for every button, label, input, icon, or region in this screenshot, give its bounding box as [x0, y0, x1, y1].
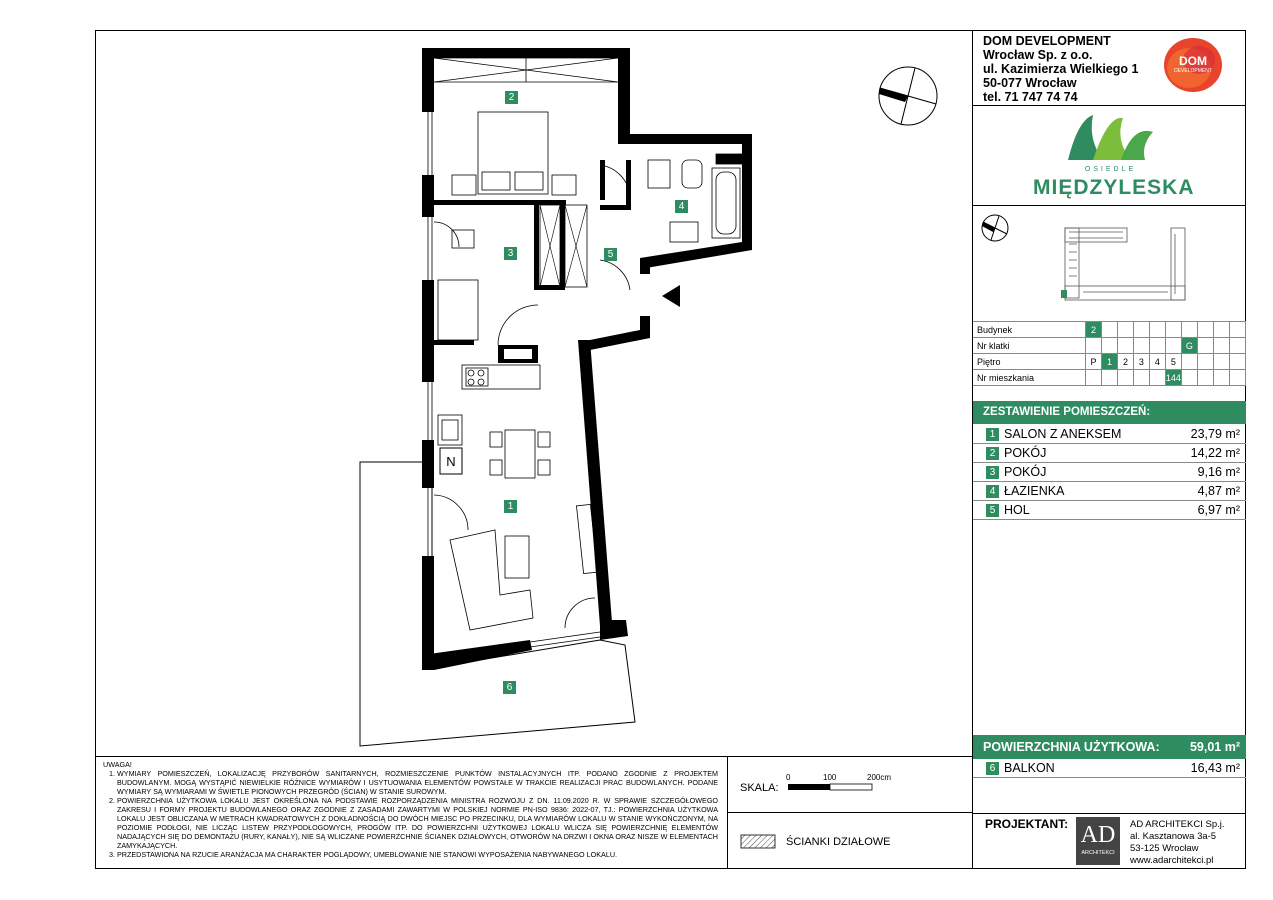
site-plan	[973, 208, 1246, 318]
plan-label-4: 4	[675, 200, 688, 213]
ad-logo: AD ARCHITEKCI	[1076, 817, 1120, 865]
rooms-heading: ZESTAWIENIE POMIESZCZEŃ:	[973, 401, 1246, 424]
notes: UWAGA! 1. WYMIARY POMIESZCZEŃ, LOKALIZACJĘ PRZYBORÓW SANITARNYCH, ROZMIESZCZENIE PUNKTÓW INSTALACYJNYCH ITP. PODANO ZGODNIE Z PROJEKTEM BUDOWLANYM. MOGĄ WYSTĄPIĆ NIEWIELKIE RÓŻNICE WYMIARÓW I USYTUOWANIA ELEMENTÓW POWSTAŁE W TRAKCIE REALIZACJI PRAC BUDOWLANYCH. PODANE WYMIARY SĄ WYMIARAMI W ŚWIETLE PIONOWYCH PRZEGRÓD (ŚCIAN) W STANIE SUROWYM. 2. POWIERZCHNIA UŻYTKOWA LOKALU JEST OKREŚLONA NA PODSTAWIE ROZPORZĄDZENIA MINISTRA ROZWOJU Z DN. 11.09.2020 R. W SPRAWIE SZCZEGÓŁOWEGO ZAKRESU I FORMY PROJEKTU BUDOWLANEGO ORAZ ZGODNIE Z ZASADAMI ZAWARTYMI W POLSKIEJ NORMIE PN-ISO 9836: 2022-07, TJ.: POWIERZCHNIA UŻYTKOWA LOKALU JEST OBLICZANA W METRACH KWADRATOWYCH Z DOKŁADNOŚCIĄ DO DWÓCH MIEJSC PO PRZECINKU, DLA WYMIARÓW LOKALU W STANIE WYKOŃCZONYM, NA POZIOMIE PODŁOGI, NIE LICZĄC LISTEW PRZYPODŁOGOWYCH, PROGÓW ITP. DO POWIERZCHNI UŻYTKOWEJ LOKALU WLICZA SIĘ POWIERZCHNIĘ ELEMENTÓW NADAJĄCYCH SIĘ DO DEMONTAŻU (RURY, KANAŁY), NIE SĄ WLICZANE POWIERZCHNIE ŚCIANEK DZIAŁOWYCH, OTWORÓW NA DRZWI I OKNA ORAZ NISZE W ELEMENTACH ZAMYKAJĄCYCH. 3. PRZEDSTAWIONA NA RZUCIE ARANŻACJA MA CHARAKTER POGLĄDOWY, UMEBLOWANIE NIE STANOWI WYPOSAŻENIA NABYWANEGO LOKALU.	[103, 760, 718, 859]
developer-address: DOM DEVELOPMENT Wrocław Sp. z o.o. ul. Kazimierza Wielkiego 1 50-077 Wrocław tel. 71 747 74 74	[983, 34, 1139, 104]
scale-tick-0: 0	[786, 773, 791, 782]
balcony-row: 6 BALKON 16,43 m²	[973, 759, 1246, 778]
building-row: Budynek 2	[973, 322, 1246, 338]
scale-tick-200: 200cm	[867, 773, 892, 782]
designer-label: PROJEKTANT:	[985, 817, 1069, 831]
room-row-3: 3 POKÓJ 9,16 m²	[973, 463, 1246, 482]
scale-label: SKALA:	[740, 782, 779, 794]
bathroom-fixtures	[648, 154, 742, 242]
note-1: 1. WYMIARY POMIESZCZEŃ, LOKALIZACJĘ PRZYBORÓW SANITARNYCH, ROZMIESZCZENIE PUNKTÓW INSTALACYJNYCH ITP. PODANO ZGODNIE Z PROJEKTEM BUDOWLANYM. MOGĄ WYSTĄPIĆ NIEWIELKIE RÓŻNICE WYMIARÓW I USYTUOWANIA ELEMENTÓW POWSTAŁE W TRAKCIE REALIZACJI PRAC BUDOWLANYCH. PODANE WYMIARY SĄ WYMIARAMI W ŚWIETLE PIONOWYCH PRZEGRÓD (ŚCIAN) W STANIE SUROWYM.	[117, 769, 718, 796]
legend-partition: ŚCIANKI DZIAŁOWE	[786, 836, 891, 848]
note-3: 3. PRZEDSTAWIONA NA RZUCIE ARANŻACJA MA CHARAKTER POGLĄDOWY, UMEBLOWANIE NIE STANOWI WYPOSAŻENIA NABYWANEGO LOKALU.	[117, 850, 718, 859]
info-sidebar	[972, 30, 1246, 869]
room-row-5: 5 HOL 6,97 m²	[973, 501, 1246, 520]
partitions	[434, 160, 631, 363]
bottom-divider	[95, 756, 972, 757]
bed	[452, 112, 576, 195]
note-2: 2. POWIERZCHNIA UŻYTKOWA LOKALU JEST OKREŚLONA NA PODSTAWIE ROZPORZĄDZENIA MINISTRA ROZWOJU Z DN. 11.09.2020 R. W SPRAWIE SZCZEGÓŁOWEGO ZAKRESU I FORMY PROJEKTU BUDOWLANEGO ORAZ ZGODNIE Z ZASADAMI ZAWARTYMI W POLSKIEJ NORMIE PN-ISO 9836: 2022-07, TJ.: POWIERZCHNIA UŻYTKOWA LOKALU JEST OBLICZANA W METRACH KWADRATOWYCH Z DOKŁADNOŚCIĄ DO DWÓCH MIEJSC PO PRZECINKU, DLA WYMIARÓW LOKALU W STANIE WYKOŃCZONYM, NA POZIOMIE PODŁOGI, NIE LICZĄC LISTEW PRZYPODŁOGOWYCH, PROGÓW ITP. DO POWIERZCHNI UŻYTKOWEJ LOKALU WLICZA SIĘ POWIERZCHNIĘ ELEMENTÓW NADAJĄCYCH SIĘ DO DEMONTAŻU (RURY, KANAŁY), NIE SĄ WLICZANE POWIERZCHNIE ŚCIANEK DZIAŁOWYCH, OTWORÓW NA DRZWI I OKNA ORAZ NISZE W ELEMENTACH ZAMYKAJĄCYCH.	[117, 796, 718, 850]
north-label: N	[446, 454, 456, 469]
desk	[438, 230, 478, 340]
dom-logo: DOM DEVELOPMENT	[1161, 36, 1225, 94]
scale-divider	[727, 812, 972, 813]
room-row-2: 2 POKÓJ 14,22 m²	[973, 444, 1246, 463]
plan-label-1: 1	[504, 500, 517, 513]
room-row-1: 1 SALON Z ANEKSEM 23,79 m²	[973, 425, 1246, 444]
apartment-row: Nr mieszkania 144	[973, 370, 1246, 386]
exterior-walls	[422, 48, 752, 670]
usable-area-bar: POWIERZCHNIA UŻYTKOWA: 59,01 m²	[973, 735, 1246, 759]
scale-tick-100: 100	[823, 773, 837, 782]
stair-row: Nr klatki G	[973, 338, 1246, 354]
plan-label-2: 2	[505, 91, 518, 104]
designer-address: AD ARCHITEKCI Sp.j. al. Kasztanowa 3a-5 53-125 Wrocław www.adarchitekci.pl	[1130, 819, 1225, 866]
partition-hatch-icon	[740, 834, 776, 850]
plan-label-5: 5	[604, 248, 617, 261]
room-row-4: 4 ŁAZIENKA 4,87 m²	[973, 482, 1246, 501]
entrance-arrow	[662, 285, 680, 307]
plan-label-6: 6	[503, 681, 516, 694]
plan-label-3: 3	[504, 247, 517, 260]
compass-icon	[879, 67, 937, 125]
estate-logo: OSIEDLE MIĘDZYLESKA	[1033, 110, 1193, 200]
floor-row: Piętro P 1 2 3 4 5	[973, 354, 1246, 370]
living-furniture	[450, 504, 598, 630]
location-table	[973, 321, 1246, 386]
